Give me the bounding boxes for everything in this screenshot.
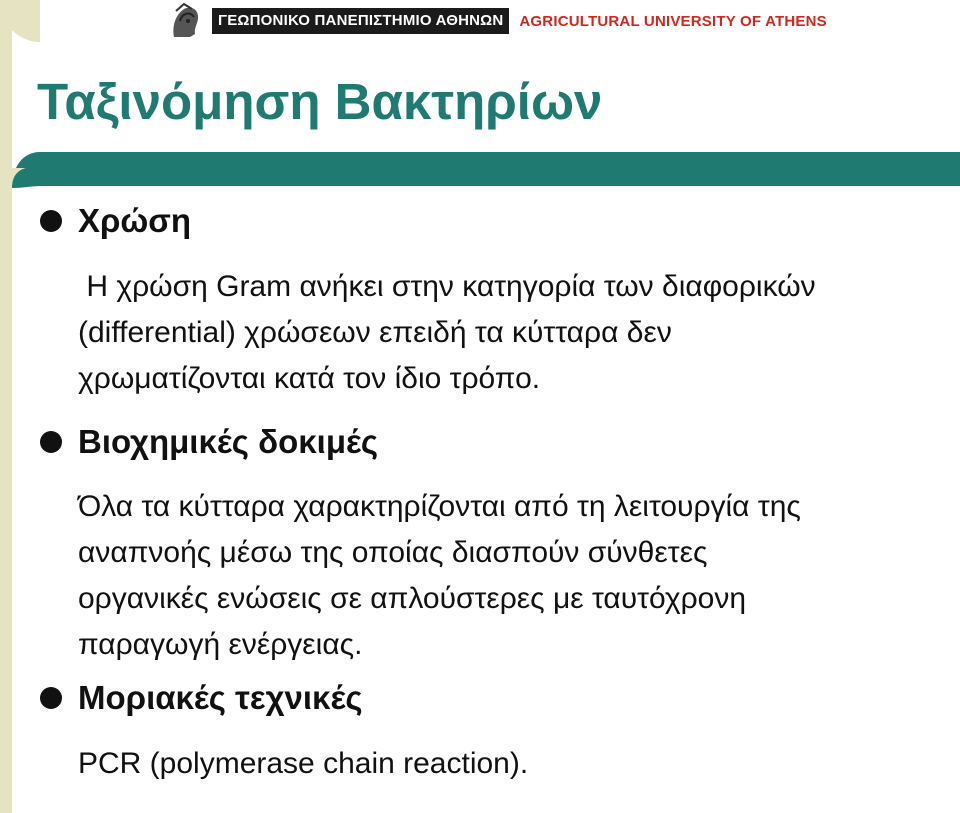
- text-line: Όλα τα κύτταρα χαρακτηρίζονται από τη λειτουργία της: [78, 490, 801, 523]
- left-decor-band: [0, 0, 12, 813]
- university-name-english: AGRICULTURAL UNIVERSITY OF ATHENS: [519, 12, 827, 30]
- text-line: αναπνοής μέσω της οποίας διασπούν σύνθετες: [78, 536, 708, 569]
- section-heading-staining: Χρώση: [78, 202, 192, 239]
- title-divider-bar: [0, 148, 960, 188]
- section-heading-molecular-techniques: Μοριακές τεχνικές: [78, 679, 363, 716]
- bullet-icon: [40, 210, 62, 232]
- text-line: οργανικές ενώσεις σε απλούστερες με ταυτόχρονη: [78, 582, 747, 615]
- athena-head-logo-icon: [164, 0, 206, 42]
- section-text-biochemical-tests: [78, 484, 801, 668]
- slide-title: Ταξινόμηση Βακτηρίων: [37, 73, 603, 130]
- text-line: χρωματίζονται κατά τον ίδιο τρόπο.: [78, 362, 541, 395]
- text-line: παραγωγή ενέργειας.: [78, 628, 363, 661]
- section-text-staining: [78, 264, 816, 402]
- text-line: (differential) χρώσεων επειδή τα κύτταρα δεν: [78, 316, 672, 349]
- bullet-icon: [40, 687, 62, 709]
- university-header: [164, 0, 960, 42]
- text-line: PCR (polymerase chain reaction).: [78, 747, 529, 780]
- section-heading-biochemical-tests: Βιοχημικές δοκιμές: [78, 423, 379, 460]
- section-text-molecular-techniques: [78, 741, 528, 787]
- bullet-icon: [40, 431, 62, 453]
- university-name-greek: ΓΕΩΠΟΝΙΚΟ ΠΑΝΕΠΙΣΤΗΜΙΟ ΑΘΗΝΩΝ: [212, 8, 509, 34]
- text-line: Η χρώση Gram ανήκει στην κατηγορία των διαφορικών: [78, 270, 816, 303]
